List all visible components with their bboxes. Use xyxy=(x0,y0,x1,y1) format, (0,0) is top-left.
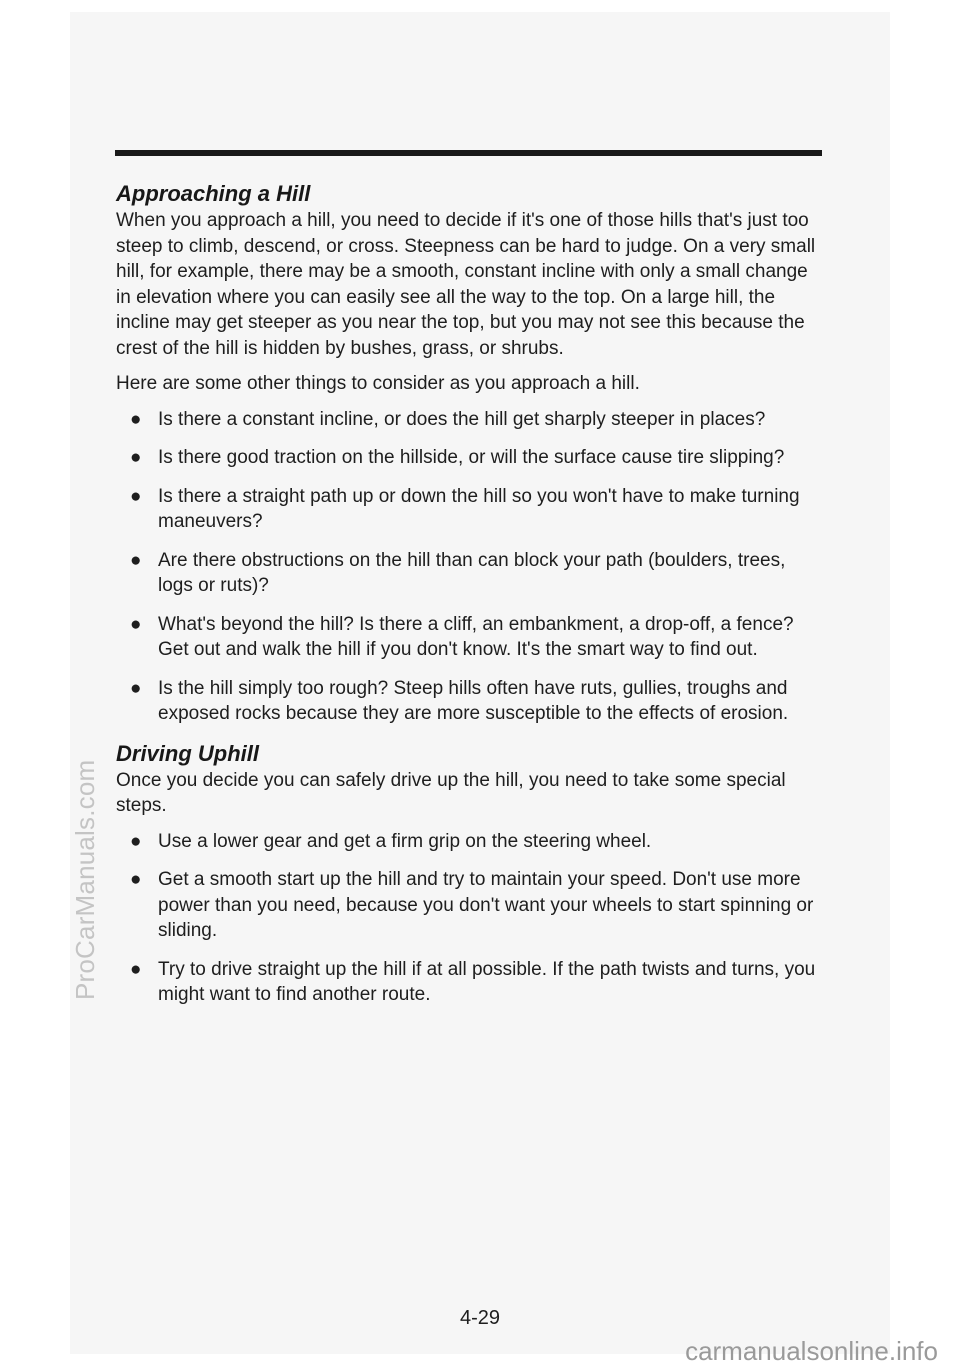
header-rule xyxy=(115,150,822,156)
bullet-icon: ● xyxy=(130,958,142,980)
bottom-watermark: carmanualsonline.info xyxy=(685,1336,938,1366)
section-intro: Here are some other things to consider as you approach a hill. xyxy=(116,373,640,394)
list-item xyxy=(116,407,822,433)
list-item xyxy=(116,829,822,855)
bullet-icon: ● xyxy=(130,485,142,507)
bullet-icon: ● xyxy=(130,613,142,635)
list-item xyxy=(116,484,822,535)
bullet-list xyxy=(116,407,822,727)
list-item-text: Is the hill simply too rough? Steep hills often have ruts, gullies, troughs and exposed rocks because they are more susceptible to the effects of erosion. xyxy=(158,677,789,724)
list-item xyxy=(116,612,822,663)
section-paragraph: When you approach a hill, you need to decide if it's one of those hills that's just too steep to climb, descend, or cross. Steepness can be hard to judge. On a very small hill, for example, there may be a smooth, constant incline with only a small change in elevation where you can easily see all the way to the top. On a large hill, the incline may get steeper as you near the top, but you may not see this because the crest of the hill is hidden by bushes, grass, or shrubs. xyxy=(116,210,816,359)
section-heading-driving-uphill: Driving Uphill xyxy=(116,740,259,766)
bullet-icon: ● xyxy=(130,549,142,571)
list-item-text: Get a smooth start up the hill and try to maintain your speed. Don't use more power than you need, because you don't want your wheels to start spinning or sliding. xyxy=(158,869,814,941)
bullet-icon: ● xyxy=(130,408,142,430)
list-item-text: Are there obstructions on the hill than can block your path (boulders, trees, logs or ruts)? xyxy=(158,549,786,596)
list-item-text: Try to drive straight up the hill if at all possible. If the path twists and turns, you might want to find another route. xyxy=(158,958,816,1005)
bullet-list xyxy=(116,829,822,1008)
list-item-text: Use a lower gear and get a firm grip on the steering wheel. xyxy=(158,830,652,852)
list-item xyxy=(116,957,822,1008)
bullet-icon: ● xyxy=(130,869,142,890)
page-number: 4-29 xyxy=(459,1307,501,1329)
list-item xyxy=(116,548,822,599)
list-item-text: What's beyond the hill? Is there a cliff, an embankment, a drop-off, a fence? Get out and walk the hill if you don't know. It's the smart way to find out. xyxy=(158,613,794,660)
bullet-icon: ● xyxy=(130,830,142,852)
list-item-text: Is there a straight path up or down the hill so you won't have to make turning maneuvers? xyxy=(158,485,800,532)
list-item xyxy=(116,867,822,944)
list-item-text: Is there good traction on the hillside, or will the surface cause tire slipping? xyxy=(158,447,785,468)
page-content xyxy=(116,180,822,1021)
section-paragraph: Once you decide you can safely drive up the hill, you need to take some special steps. xyxy=(116,769,786,816)
list-item xyxy=(116,445,822,471)
bullet-icon: ● xyxy=(130,677,142,699)
section-heading-approaching-a-hill: Approaching a Hill xyxy=(116,181,311,206)
side-watermark: ProCarManuals.com xyxy=(70,759,100,1000)
bullet-icon: ● xyxy=(130,447,142,468)
list-item-text: Is there a constant incline, or does the hill get sharply steeper in places? xyxy=(158,408,766,430)
list-item xyxy=(116,676,822,727)
